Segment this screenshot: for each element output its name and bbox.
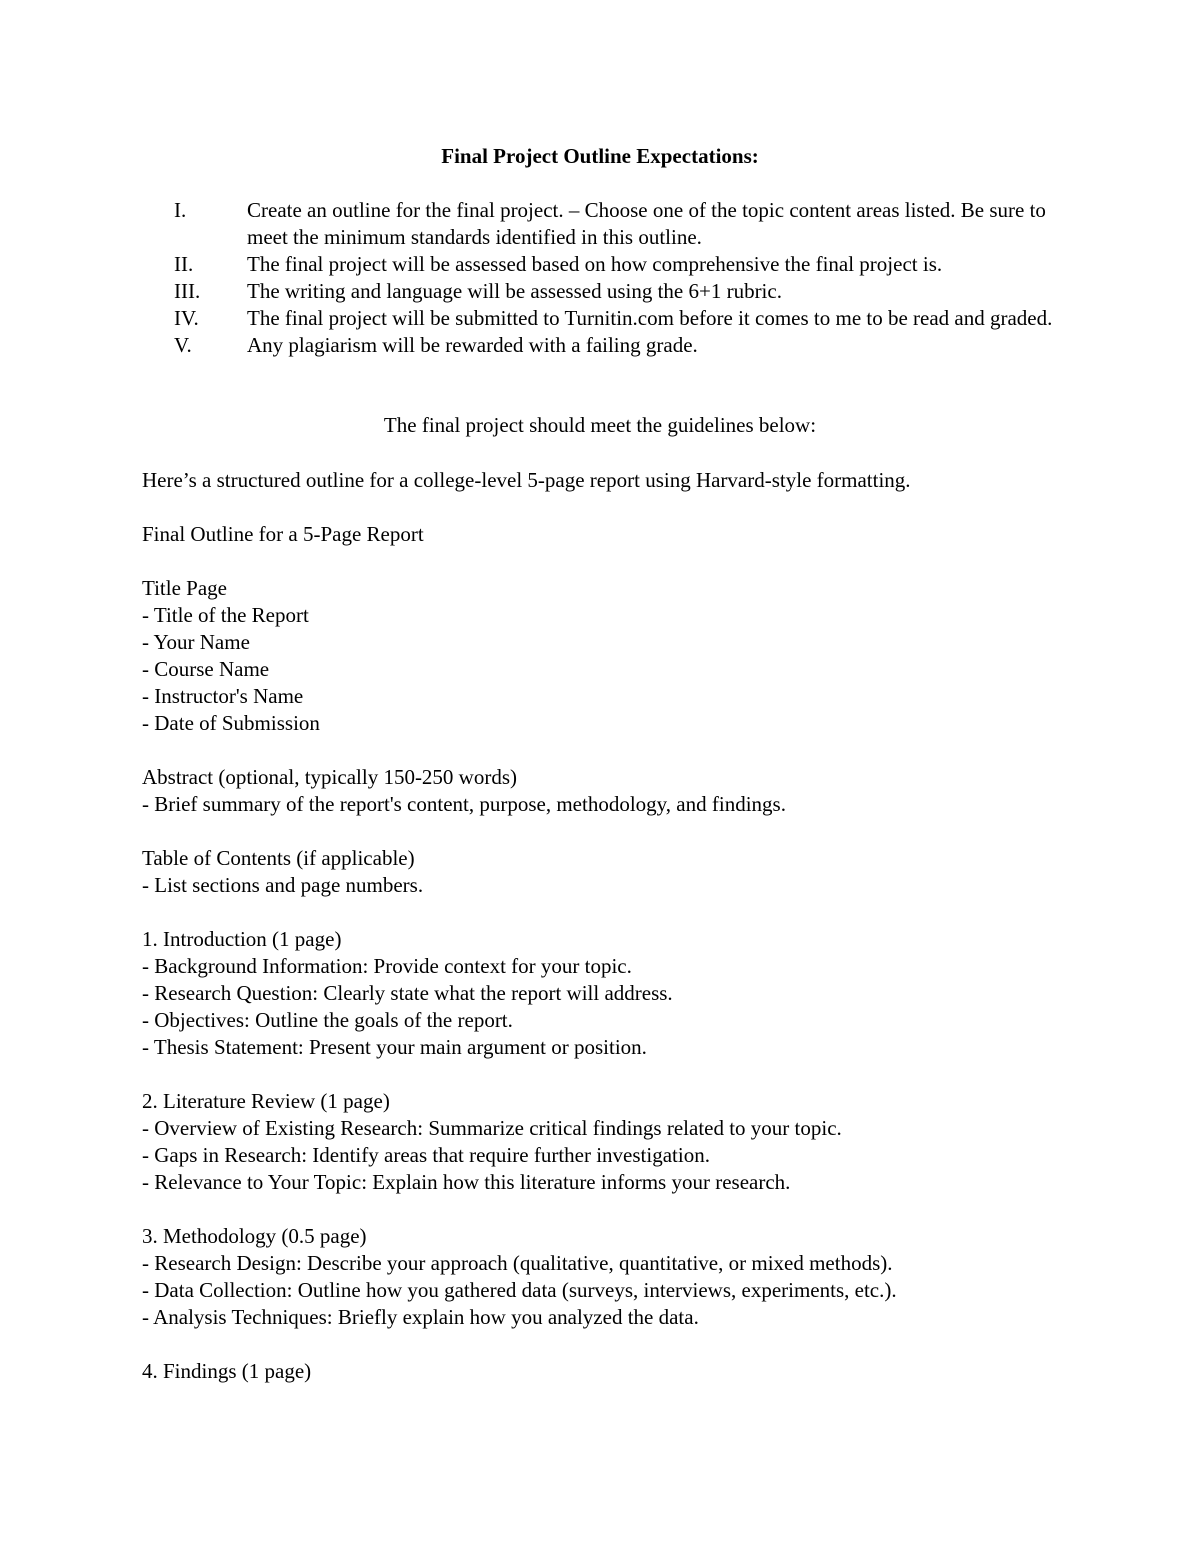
intro-paragraph [142, 467, 1102, 494]
section-item: - Title of the Report [142, 603, 309, 627]
expectation-item [174, 332, 1054, 359]
section-heading: 2. Literature Review (1 page) [142, 1089, 390, 1113]
section-item: - Gaps in Research: Identify areas that require further investigation. [142, 1143, 710, 1167]
document-title: Final Project Outline Expectations: [441, 144, 759, 168]
section-abstract [142, 764, 1102, 818]
expectations-list [174, 197, 1054, 359]
section-methodology [142, 1223, 1102, 1331]
section-findings [142, 1358, 1102, 1385]
section-item: - Your Name [142, 630, 250, 654]
outline-body [142, 467, 1102, 1412]
expectation-number: I. [174, 198, 187, 222]
expectation-number: II. [174, 252, 194, 276]
expectation-number: III. [174, 279, 201, 303]
guidelines-intro: The final project should meet the guidelines below: [383, 413, 817, 437]
section-heading: 3. Methodology (0.5 page) [142, 1224, 367, 1248]
expectation-item [174, 305, 1054, 332]
section-item: - Background Information: Provide context for your topic. [142, 954, 632, 978]
section-item: - Brief summary of the report's content, purpose, methodology, and findings. [142, 792, 786, 816]
expectation-text: Any plagiarism will be rewarded with a failing grade. [247, 333, 698, 357]
section-literature-review [142, 1088, 1102, 1196]
expectation-item [174, 278, 1054, 305]
expectation-number: IV. [174, 306, 199, 330]
outline-heading-paragraph [142, 521, 1102, 548]
section-heading: 4. Findings (1 page) [142, 1359, 312, 1383]
expectation-number: V. [174, 333, 192, 357]
section-item: - Research Design: Describe your approach (qualitative, quantitative, or mixed methods). [142, 1251, 893, 1275]
outline-heading: Final Outline for a 5-Page Report [142, 522, 424, 546]
section-table-of-contents [142, 845, 1102, 899]
section-item: - Data Collection: Outline how you gathered data (surveys, interviews, experiments, etc.). [142, 1278, 897, 1302]
intro-text: Here’s a structured outline for a college-level 5-page report using Harvard-style formatting. [142, 468, 911, 492]
section-heading: Abstract (optional, typically 150-250 words) [142, 765, 518, 789]
section-item: - Thesis Statement: Present your main argument or position. [142, 1035, 647, 1059]
section-item: - Research Question: Clearly state what the report will address. [142, 981, 673, 1005]
section-item: - Relevance to Your Topic: Explain how this literature informs your research. [142, 1170, 791, 1194]
section-item: - Instructor's Name [142, 684, 304, 708]
section-item: - Date of Submission [142, 711, 320, 735]
expectation-text: Create an outline for the final project. – Choose one of the topic content areas listed. Be sure to meet the minimum standards identified in this outline. [247, 198, 1046, 249]
section-item: - Analysis Techniques: Briefly explain how you analyzed the data. [142, 1305, 699, 1329]
section-heading: Title Page [142, 576, 227, 600]
section-introduction [142, 926, 1102, 1061]
expectation-text: The final project will be submitted to Turnitin.com before it comes to me to be read and graded. [247, 306, 1053, 330]
section-heading: Table of Contents (if applicable) [142, 846, 415, 870]
expectation-text: The final project will be assessed based on how comprehensive the final project is. [247, 252, 943, 276]
section-item: - Overview of Existing Research: Summarize critical findings related to your topic. [142, 1116, 842, 1140]
section-item: - Objectives: Outline the goals of the report. [142, 1008, 513, 1032]
section-title-page [142, 575, 1102, 737]
section-heading: 1. Introduction (1 page) [142, 927, 342, 951]
expectation-text: The writing and language will be assessed using the 6+1 rubric. [247, 279, 782, 303]
section-item: - Course Name [142, 657, 270, 681]
section-item: - List sections and page numbers. [142, 873, 424, 897]
expectation-item [174, 197, 1054, 251]
expectation-item [174, 251, 1054, 278]
